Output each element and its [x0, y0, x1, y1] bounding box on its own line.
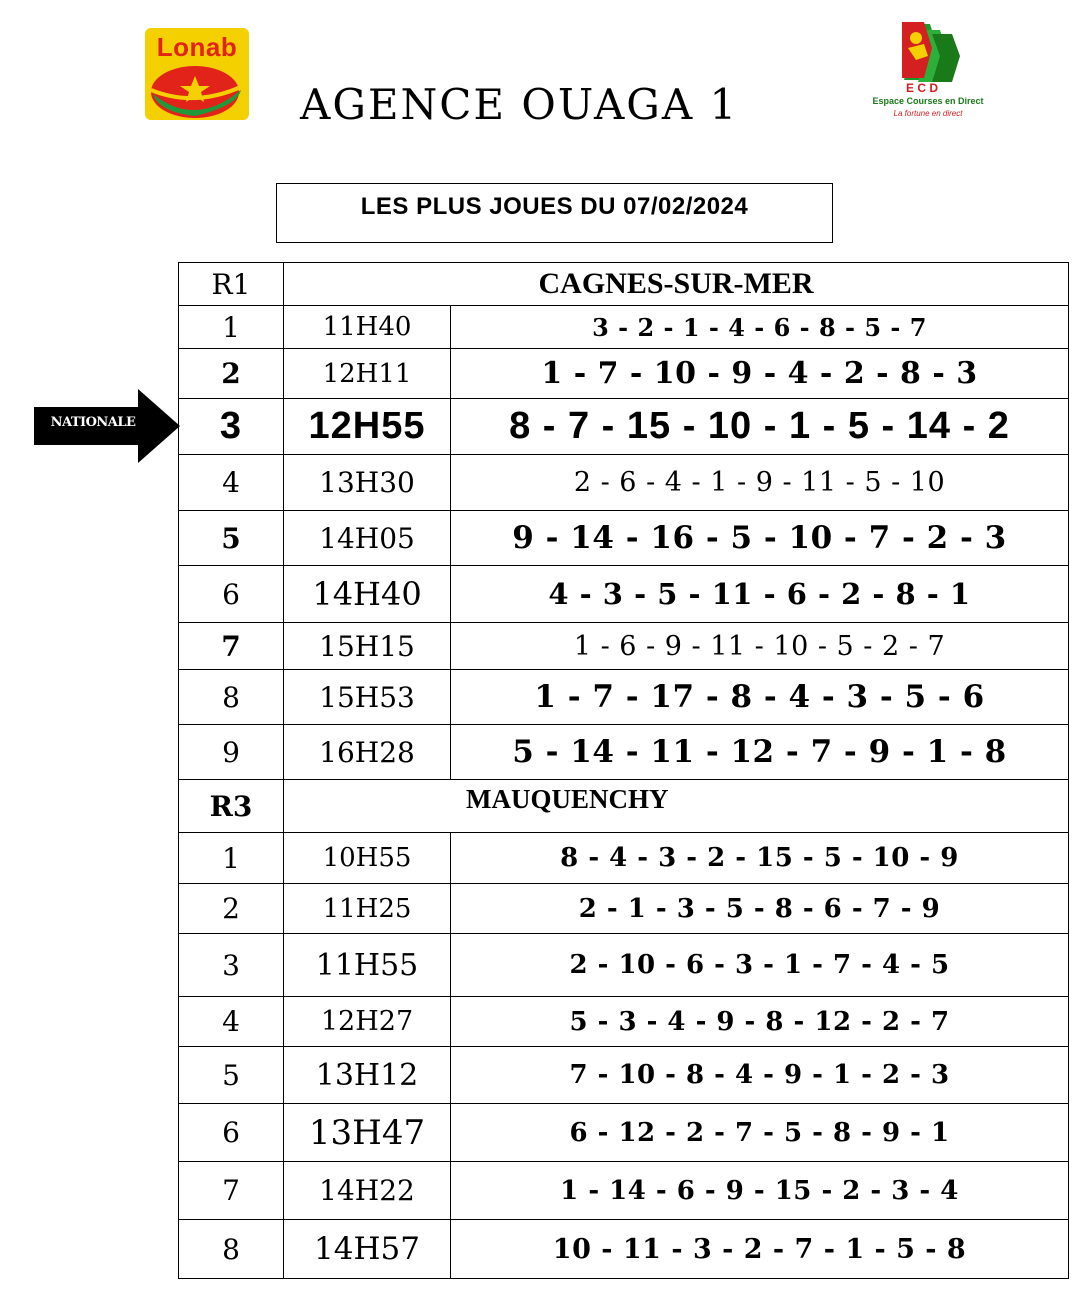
race-time: 13H47 — [284, 1104, 451, 1162]
race-number: 3 — [179, 934, 284, 997]
race-number: 4 — [179, 997, 284, 1047]
race-number: 7 — [179, 1162, 284, 1220]
reunion-venue: CAGNES-SUR-MER — [284, 263, 1069, 306]
race-time: 12H11 — [284, 349, 451, 399]
race-combo: 6 - 12 - 2 - 7 - 5 - 8 - 9 - 1 — [451, 1104, 1069, 1162]
table-row — [179, 1047, 1069, 1104]
ecd-letters: E C D — [906, 81, 939, 95]
table-row-featured — [179, 399, 1069, 455]
table-row — [179, 511, 1069, 566]
race-time: 11H25 — [284, 884, 451, 934]
ecd-logo-slogan: La fortune en direct — [893, 109, 963, 118]
race-number: 1 — [179, 833, 284, 884]
race-combo: 2 - 1 - 3 - 5 - 8 - 6 - 7 - 9 — [451, 884, 1069, 934]
race-combo: 5 - 14 - 11 - 12 - 7 - 9 - 1 - 8 — [451, 725, 1069, 780]
race-combo: 3 - 2 - 1 - 4 - 6 - 8 - 5 - 7 — [451, 306, 1069, 349]
table-row — [179, 934, 1069, 997]
race-combo: 8 - 4 - 3 - 2 - 15 - 5 - 10 - 9 — [451, 833, 1069, 884]
race-combo: 1 - 6 - 9 - 11 - 10 - 5 - 2 - 7 — [451, 623, 1069, 670]
table-row — [179, 349, 1069, 399]
race-time: 11H40 — [284, 306, 451, 349]
nationale-arrow — [34, 389, 180, 463]
lonab-logo — [145, 28, 249, 120]
race-combo: 10 - 11 - 3 - 2 - 7 - 1 - 5 - 8 — [451, 1220, 1069, 1279]
race-time: 13H30 — [284, 455, 451, 511]
race-number: 4 — [179, 455, 284, 511]
ecd-logo-name: Espace Courses en Direct — [872, 96, 984, 106]
race-combo: 4 - 3 - 5 - 11 - 6 - 2 - 8 - 1 — [451, 566, 1069, 623]
race-number: 5 — [179, 511, 284, 566]
race-number: 8 — [179, 1220, 284, 1279]
race-number: 6 — [179, 566, 284, 623]
table-row — [179, 725, 1069, 780]
race-combo: 1 - 14 - 6 - 9 - 15 - 2 - 3 - 4 — [451, 1162, 1069, 1220]
page-subtitle: LES PLUS JOUES DU 07/02/2024 — [276, 183, 833, 243]
race-combo: 1 - 7 - 17 - 8 - 4 - 3 - 5 - 6 — [451, 670, 1069, 725]
race-time: 12H55 — [284, 399, 451, 455]
arrow-label: NATIONALE — [50, 415, 136, 430]
race-combo: 1 - 7 - 10 - 9 - 4 - 2 - 8 - 3 — [451, 349, 1069, 399]
race-number: 8 — [179, 670, 284, 725]
lonab-logo-text: Lonab — [156, 32, 238, 62]
table-row — [179, 670, 1069, 725]
ecd-emblem-icon — [872, 20, 984, 96]
race-time: 14H40 — [284, 566, 451, 623]
race-time: 12H27 — [284, 997, 451, 1047]
race-time: 15H15 — [284, 623, 451, 670]
table-row — [179, 833, 1069, 884]
table-row — [179, 1220, 1069, 1279]
race-combo: 7 - 10 - 8 - 4 - 9 - 1 - 2 - 3 — [451, 1047, 1069, 1104]
race-number: 7 — [179, 623, 284, 670]
race-time: 13H12 — [284, 1047, 451, 1104]
race-time: 16H28 — [284, 725, 451, 780]
table-row — [179, 1104, 1069, 1162]
race-number: 1 — [179, 306, 284, 349]
reunion-venue: MAUQUENCHY — [284, 780, 1069, 833]
race-time: 11H55 — [284, 934, 451, 997]
race-combo: 9 - 14 - 16 - 5 - 10 - 7 - 2 - 3 — [451, 511, 1069, 566]
table-row — [179, 623, 1069, 670]
race-combo: 2 - 10 - 6 - 3 - 1 - 7 - 4 - 5 — [451, 934, 1069, 997]
table-row — [179, 566, 1069, 623]
reunion-header-row — [179, 263, 1069, 306]
race-time: 15H53 — [284, 670, 451, 725]
race-combo: 8 - 7 - 15 - 10 - 1 - 5 - 14 - 2 — [451, 399, 1069, 455]
table-row — [179, 884, 1069, 934]
reunion-code: R3 — [179, 780, 284, 833]
race-time: 14H05 — [284, 511, 451, 566]
table-row — [179, 306, 1069, 349]
table-row — [179, 997, 1069, 1047]
ecd-logo — [872, 20, 984, 124]
race-time: 14H57 — [284, 1220, 451, 1279]
reunion-header-row — [179, 780, 1069, 833]
race-number: 6 — [179, 1104, 284, 1162]
race-number: 3 — [179, 399, 284, 455]
race-time: 14H22 — [284, 1162, 451, 1220]
table-row — [179, 1162, 1069, 1220]
reunion-code: R1 — [179, 263, 284, 306]
race-combo: 5 - 3 - 4 - 9 - 8 - 12 - 2 - 7 — [451, 997, 1069, 1047]
race-number: 5 — [179, 1047, 284, 1104]
agency-title: AGENCE OUAGA 1 — [300, 80, 739, 129]
race-combo: 2 - 6 - 4 - 1 - 9 - 11 - 5 - 10 — [451, 455, 1069, 511]
race-time: 10H55 — [284, 833, 451, 884]
race-number: 2 — [179, 349, 284, 399]
race-number: 2 — [179, 884, 284, 934]
race-number: 9 — [179, 725, 284, 780]
table-row — [179, 455, 1069, 511]
results-table — [178, 262, 1069, 1279]
